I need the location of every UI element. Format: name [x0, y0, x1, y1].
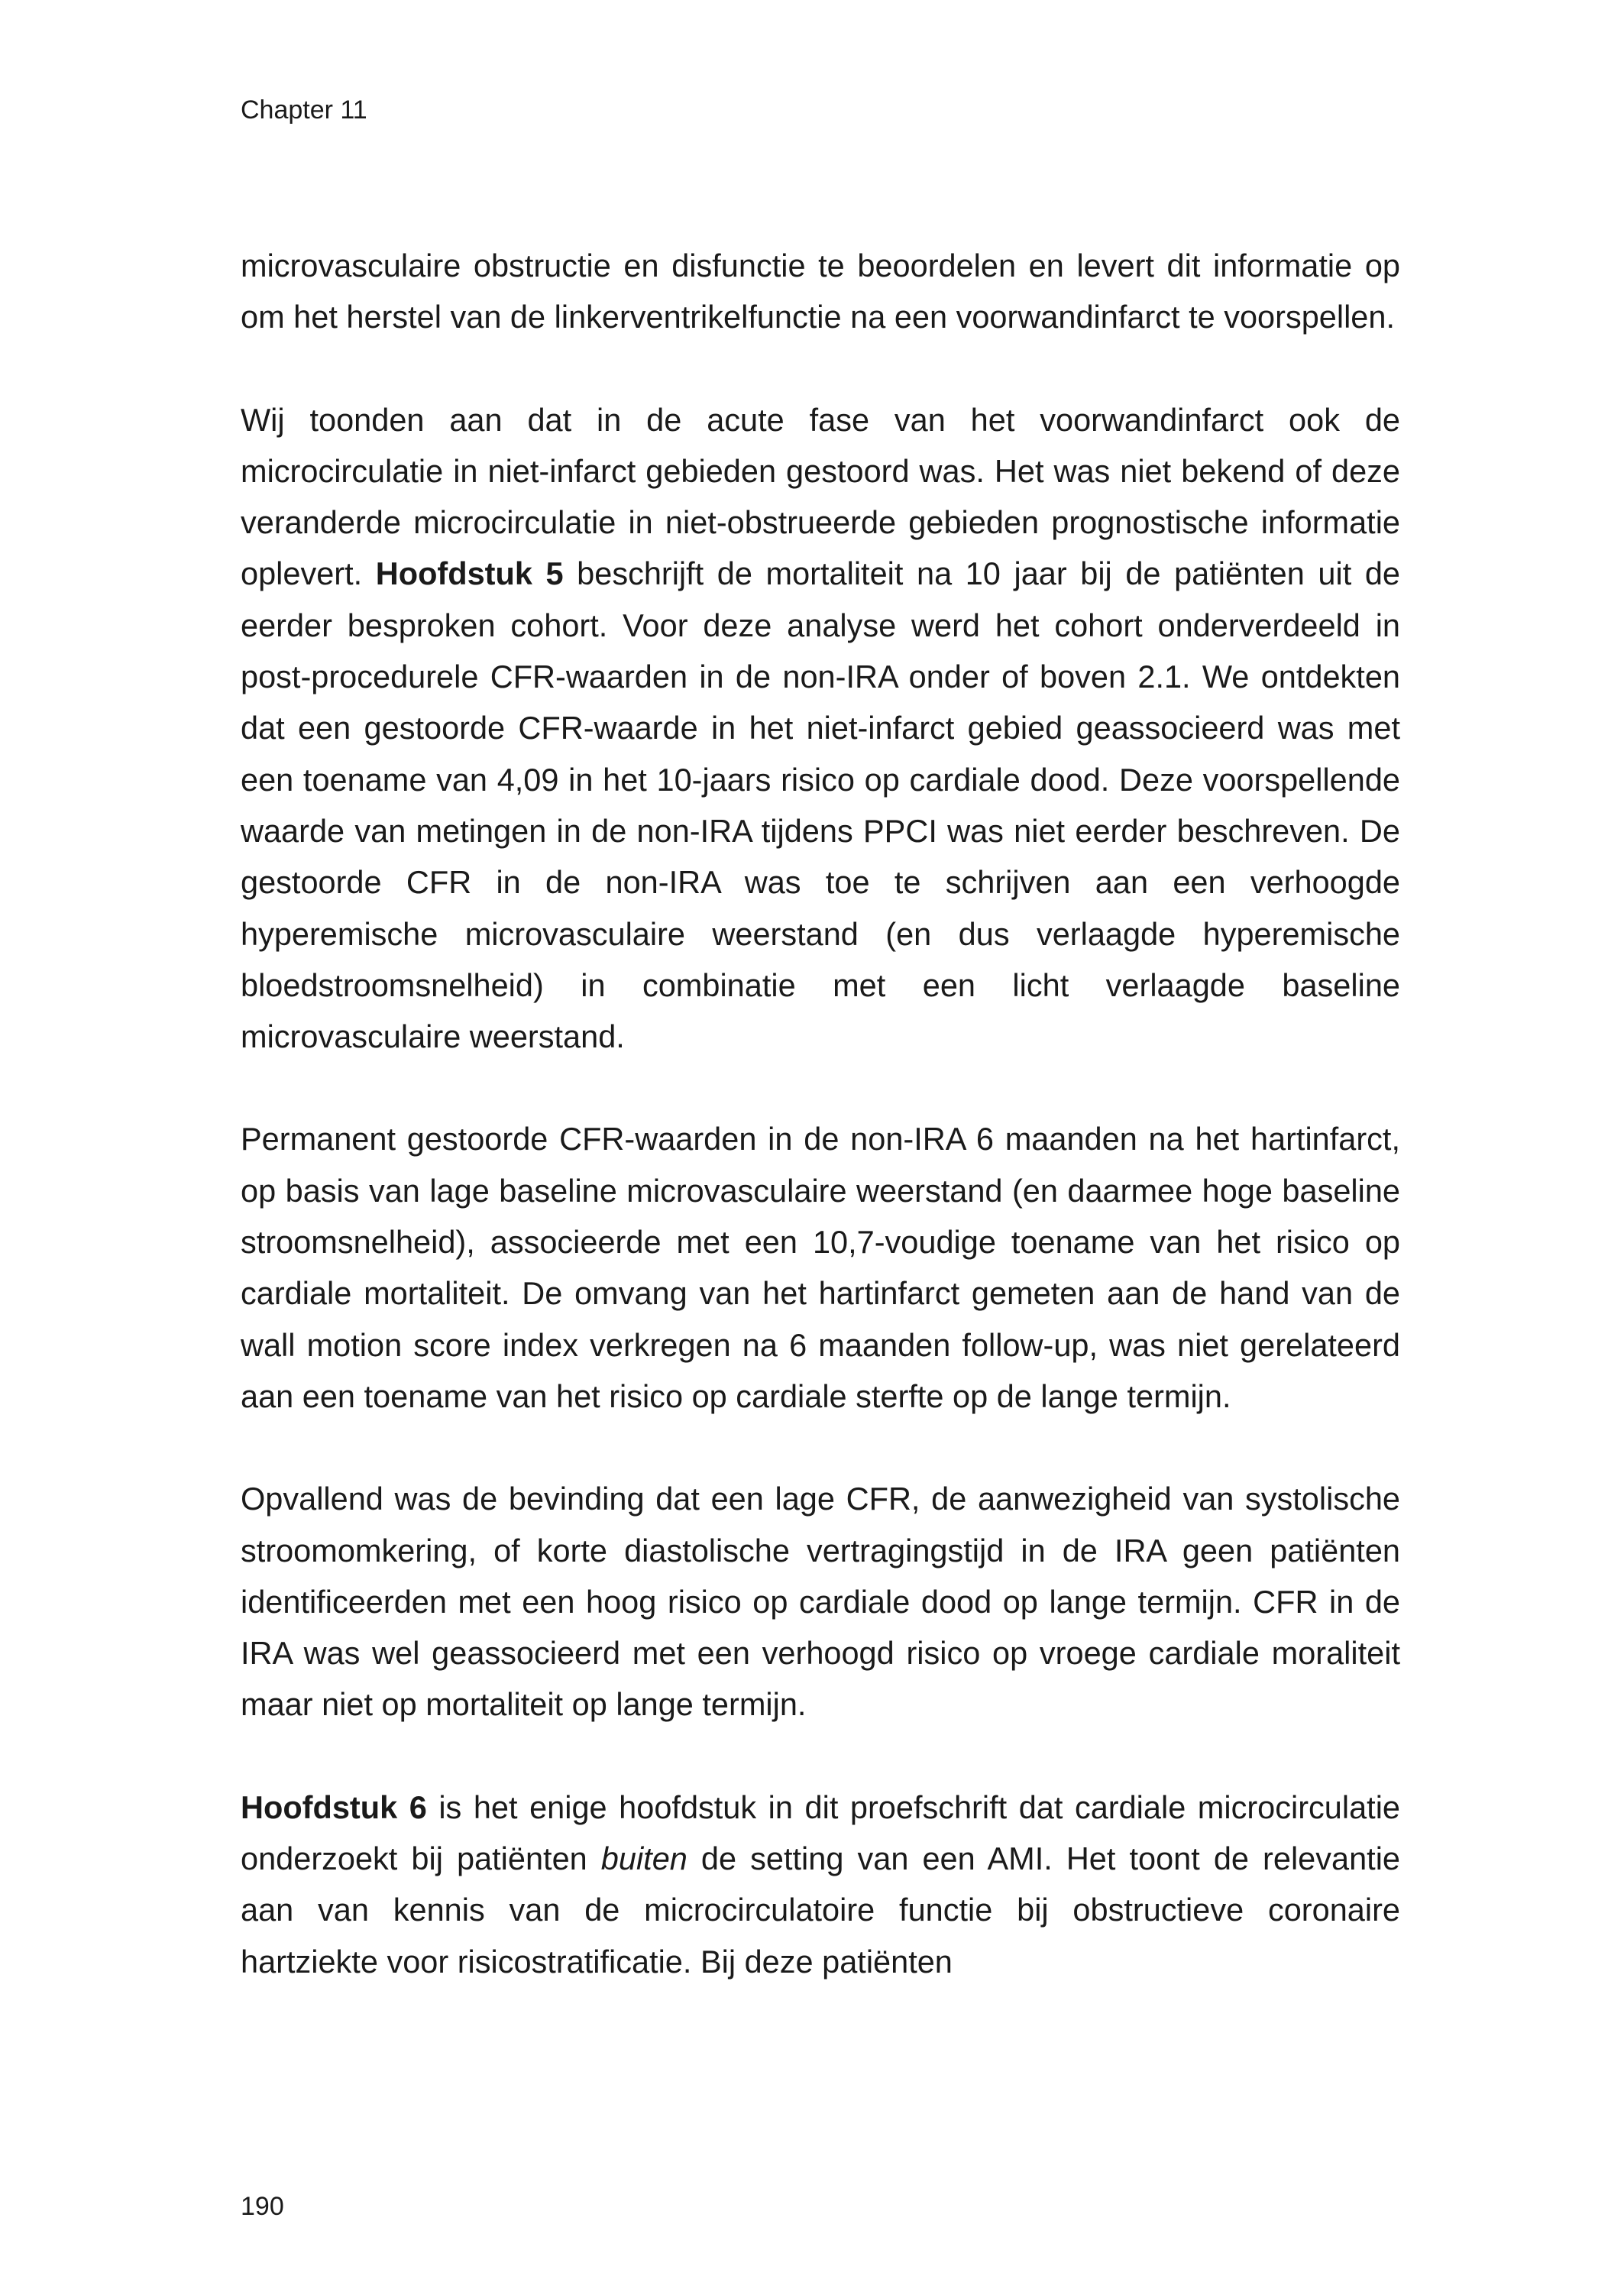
text-run: microvasculaire obstructie en disfunctie te beoordelen en levert dit informatie op om het herstel van de linkerventrikelfunctie na een voorwandinfarct te voorspellen. — [241, 248, 1400, 335]
paragraph-5 — [241, 1782, 1400, 1987]
italic-text: buiten — [600, 1840, 687, 1877]
text-run: Opvallend was de bevinding dat een lage CFR, de aanwezigheid van systolische stroomomkering, of korte diastolische vertragingstijd in de IRA geen patiënten identificeerden met een hoog risico op cardiale dood op lange termijn. CFR in de IRA was wel geassocieerd met een verhoogd risico op vroege cardiale moraliteit maar niet op mortaliteit op lange termijn. — [241, 1481, 1400, 1723]
text-run: de setting van een AMI. Het toont de relevantie aan van kennis van de microcirculatoire functie bij obstructieve coronaire hartziekte voor risicostratificatie. Bij deze patiënten — [241, 1840, 1400, 1980]
paragraph-2 — [241, 394, 1400, 1063]
paragraph-4 — [241, 1473, 1400, 1730]
page-number: 190 — [241, 2192, 284, 2221]
bold-text: Hoofdstuk 6 — [241, 1789, 427, 1825]
body-text — [241, 240, 1400, 2038]
text-run: Permanent gestoorde CFR-waarden in de non-IRA 6 maanden na het hartinfarct, op basis van lage baseline microvasculaire weerstand (en daarmee hoge baseline stroomsnelheid), associeerde met een 10,7-voudige toename van het risico op cardiale mortaliteit. De omvang van het hartinfarct gemeten aan de hand van de wall motion score index verkregen na 6 maanden follow-up, was niet gerelateerd aan een toename van het risico op cardiale sterfte op de lange termijn. — [241, 1121, 1400, 1414]
paragraph-3 — [241, 1113, 1400, 1422]
running-header: Chapter 11 — [241, 96, 367, 125]
bold-text: Hoofdstuk 5 — [375, 555, 564, 592]
paragraph-1 — [241, 240, 1400, 343]
text-run: is het enige hoofdstuk in dit proefschrift dat cardiale microcirculatie onderzoekt bij patiënten — [241, 1789, 1401, 1877]
text-run: Wij toonden aan dat in de acute fase van het voorwandinfarct ook de microcirculatie in niet-infarct gebieden gestoord was. Het was niet bekend of deze veranderde microcirculatie in niet-obstrueerde gebieden prognostische informatie oplevert. — [241, 401, 1400, 592]
text-run: beschrijft de mortaliteit na 10 jaar bij de patiënten uit de eerder besproken cohort. Voor deze analyse werd het cohort onderverdeeld in post-procedurele CFR-waarden in de non-IRA onder of boven 2.1. We ontdekten dat een gestoorde CFR-waarde in het niet-infarct gebied geassocieerd was met een toename van 4,09 in het 10-jaars risico op cardiale dood. Deze voorspellende waarde van metingen in de non-IRA tijdens PPCI was niet eerder beschreven. De gestoorde CFR in de non-IRA was toe te schrijven aan een verhoogde hyperemische microvasculaire weerstand (en dus verlaagde hyperemische bloedstroomsnelheid) in combinatie met een licht verlaagde baseline microvasculaire weerstand. — [241, 555, 1400, 1055]
